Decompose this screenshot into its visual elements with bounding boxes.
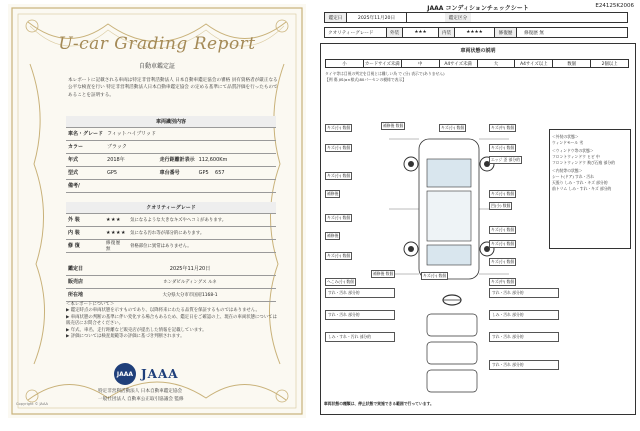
interior-row: すれ・汚れ 部分的 (325, 310, 395, 320)
note-2: ▶ 車両状態の判断の基準に伴い変化する場合もあるため、鑑定日をご確認の上、現在の車両状態については販売店にお問合せください。 (66, 314, 277, 327)
note-1: ▶ 鑑定時点の車両状態を示すものであり、以降将来にわたる品質を保証するものではありません。 (66, 308, 260, 314)
certificate-title: U-car Grading Report (58, 34, 256, 54)
body-number-cell (197, 166, 276, 179)
body-number-suffix: 657 (215, 169, 225, 176)
dealer-label: 販売店 (66, 275, 104, 288)
sheet-exterior-label: 外装 (387, 28, 403, 37)
damage-label: へこみ(小) 数個 (327, 279, 354, 284)
location-value: 大分県大分市市国府1168-1 (104, 288, 276, 301)
section-title: 車両状態の説明 (460, 48, 496, 54)
certificate-intro: 本レポートに記載される車両は特定非営利活動法人 日本自動車鑑定協会の審格 員有資格者が厳正なる公平な検査を行い 特定非営利活動法人日本自動車鑑定協会 の定める基準にて品質評価を行ったものであることを証明する。 (68, 78, 278, 98)
color-label: カラー (66, 140, 105, 153)
damage-label: キズ(小) 数個 (491, 191, 515, 196)
window-note: フロントウィンドウ ヒビ 中 (552, 154, 600, 159)
body-number-label: 車台番号 (158, 166, 197, 179)
interior-description: 気になる汚れ等が部分的にあります。 (128, 226, 276, 239)
sheet-interior-stars: ★★★★ (455, 28, 495, 37)
damage-label: キズ(小) 数個 (491, 259, 515, 264)
damage-label: 凹(小) 数個 (491, 203, 511, 208)
damage-label: キズ(中) 数個 (491, 125, 515, 130)
interior-row: すれ・汚れ 部分的 (489, 288, 559, 298)
quality-grade-table (66, 202, 276, 253)
interior-note: 前トリム しみ・すれ・キズ 部分的 (552, 186, 612, 191)
note-4: ▶ 評価については検査規範等の評価に基づき判断されます。 (66, 334, 185, 340)
color-value: ブラック (105, 140, 276, 153)
legend-medium-desc: A4サイズ未満 (440, 60, 478, 67)
damage-label: 補修後 数個 (383, 123, 404, 128)
copyright: Copyright © JAAA (16, 402, 49, 406)
damage-label: キズ(小) 数個 (327, 173, 351, 178)
remarks-value (105, 179, 276, 192)
year-value: 2018年 (105, 153, 158, 166)
repair-label: 修 復 (66, 239, 104, 252)
condition-section (320, 43, 636, 415)
damage-label: キズ(小) 数個 (423, 273, 447, 278)
sheet-exterior-stars: ★★★ (403, 28, 439, 37)
type-label: 型式 (66, 166, 105, 179)
damage-label: キズ(小) 数個 (327, 145, 351, 150)
mileage-label: 走行距離計表示 (158, 153, 197, 166)
appraisal-table (66, 262, 276, 302)
date-row (324, 12, 628, 23)
damage-label: キズ(小) 数個 (491, 227, 515, 232)
location-label: 所在地 (66, 288, 104, 301)
jaaa-emblem-icon: JAAA (114, 363, 136, 385)
org-line-1: 特定非営利活動法人 日本自動車鑑定協会 (98, 389, 183, 394)
sheet-repair-label: 修復歴 (495, 28, 517, 37)
report-notes (66, 302, 278, 340)
mileage-value: 112,600Km (197, 153, 276, 166)
damage-label: 補修後 (327, 191, 339, 196)
legend-small: 小 (326, 60, 364, 67)
interior-note: 天張り しみ・すれ・キズ 部分的 (552, 180, 608, 185)
interior-note: シート(ドア) すれ・汚れ (552, 174, 595, 179)
interior-row: すれ・汚れ 部分的 (489, 360, 559, 370)
exterior-label: 外 装 (66, 213, 104, 226)
repair-value: 修復歴 無 (104, 239, 128, 252)
interior-row: しみ・すれ・汚れ 部分的 (325, 332, 395, 342)
interior-row: すれ・汚れ 部分的 (325, 288, 395, 298)
legend-large-desc: A4サイズ以上 (515, 60, 553, 67)
legend-small-desc: カードサイズ未満 (364, 60, 402, 67)
damage-label: キズ(小) 数個 (327, 125, 351, 130)
bottom-note: 車両状態の種類は、停止状態で実施できる範囲で行っています。 (324, 401, 434, 406)
dealer-value: ホンダビルディングス ルネ (104, 275, 276, 288)
exterior-description: 気になるような大きなキズやヘコミがあります。 (128, 213, 276, 226)
quality-header: クオリティーグレード (66, 202, 276, 213)
org-line-2: 一般社団法人 自動車公正取引協議会 監修 (98, 397, 184, 402)
interior-diagram (417, 294, 487, 404)
sheet-repair-value: 修復歴 無 (524, 30, 544, 36)
model-label: 車名・グレード (66, 127, 105, 140)
legend-several-desc: 2個以上 (601, 61, 618, 67)
exterior-note: ウィンドモール 劣 (552, 140, 584, 145)
damage-label: キズ(小) 数個 (441, 125, 465, 130)
damage-label: キズ(小) 数個 (327, 253, 351, 258)
sheet-title: JAAA コンディションチェックシート (427, 5, 529, 12)
interior-stars: ★★★★ (104, 226, 128, 239)
type-value: GP5 (105, 166, 158, 179)
jaaa-logo-text: JAAA (141, 367, 179, 381)
size-legend (325, 59, 629, 68)
exterior-notes-heading: ＜外装の状態＞ (552, 134, 579, 139)
window-note: フロントウィンドウ 飛び石痕 部分的 (552, 160, 615, 165)
interior-label: 内 装 (66, 226, 104, 239)
sheet-interior-label: 内装 (439, 28, 455, 37)
example-note: 【例 傷 JIS(a×様式)80パーセンの模様で表示】 (325, 77, 407, 82)
window-notes-heading: ＜ウィンドウ等の状態＞ (552, 148, 594, 153)
legend-large: 大 (478, 60, 516, 67)
note-3: ▶ 年式、車名、走行距離など販売店が提出した情報を記載しています。 (66, 327, 207, 333)
body-number-value: GP5 (198, 169, 209, 176)
certificate-subtitle: 自動車鑑定証 (138, 63, 175, 70)
damage-label: キズ(小) 数個 (327, 215, 351, 220)
sheet-date-value: 2025年11月20日 (347, 13, 407, 22)
exterior-stars: ★★★ (104, 213, 128, 226)
interior-row: しみ・汚れ 部分的 (489, 310, 559, 320)
jaaa-logo (114, 363, 179, 385)
notes-title: ＜本レポートについて＞ (66, 302, 115, 307)
sheet-date-label: 鑑定日 (325, 13, 347, 22)
damage-label: キズ(小) 数個 (491, 241, 515, 246)
year-label: 年式 (66, 153, 105, 166)
damage-label: キズ(小) 数個 (491, 145, 515, 150)
vehicle-table (66, 116, 276, 193)
grading-certificate (8, 4, 306, 418)
grade-row (324, 27, 628, 38)
tire-note: タイヤ等は目視の判定を目視とは難しい為 で (分) 表示で(ありません) (325, 71, 445, 76)
sheet-class-label: 鑑定区分 (445, 13, 471, 22)
model-value: フィットハイブリッド (105, 127, 276, 140)
legend-several: 数個 (553, 60, 591, 67)
remarks-label: 備考/ (66, 179, 105, 192)
damage-label: エッジ 歪 部分的 (491, 157, 520, 162)
damage-label: 補修後 数個 (373, 271, 394, 276)
condition-notes (549, 129, 631, 249)
appraisal-date-value: 2025年11月20日 (104, 262, 276, 275)
sheet-doc-id: E24125K2006 (595, 3, 634, 9)
interior-row: すれ・汚れ 部分的 (489, 332, 559, 342)
legend-medium: 中 (402, 60, 440, 67)
interior-notes-heading: ＜内装等の状態＞ (552, 168, 583, 173)
damage-label: キズ(中) 数個 (491, 279, 515, 284)
appraisal-date-label: 鑑定日 (66, 262, 104, 275)
sheet-quality-label: クオリティーグレード (325, 28, 387, 37)
vehicle-header: 車両識別内容 (66, 116, 276, 127)
condition-check-sheet (320, 3, 636, 421)
repair-description: 骨格部位に異常はありません。 (128, 239, 276, 252)
damage-label: 補修後 (327, 233, 339, 238)
